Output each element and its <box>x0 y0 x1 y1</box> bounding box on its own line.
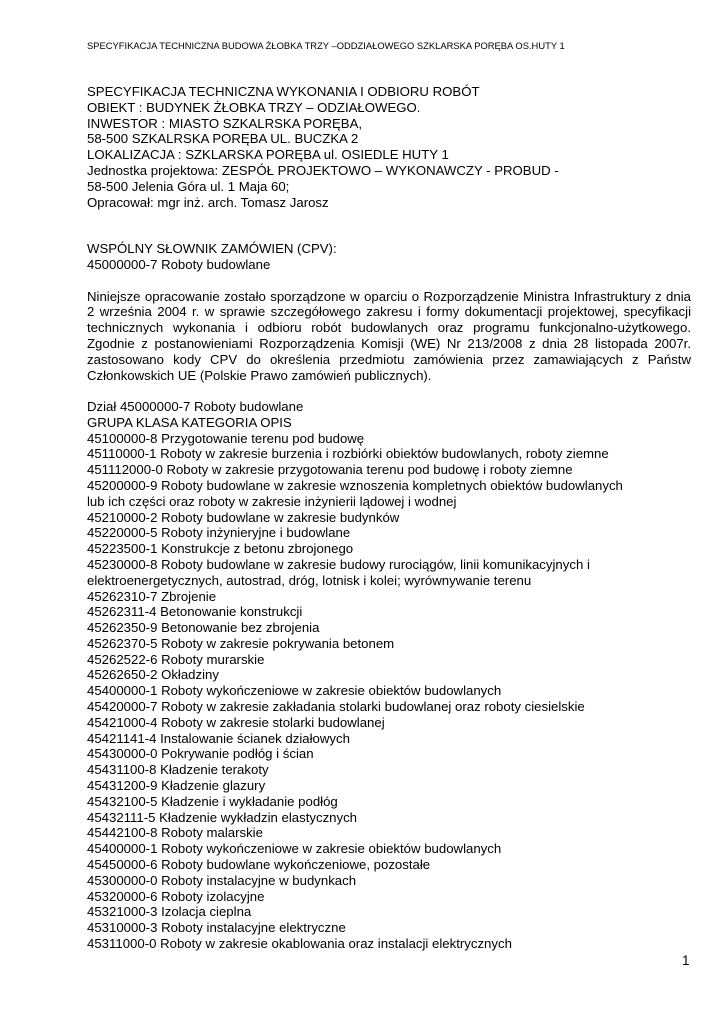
code-line: 45262311-4 Betonowanie konstrukcji <box>87 604 303 620</box>
running-header: SPECYFIKACJA TECHNICZNA BUDOWA ŻŁOBKA TRZY –ODDZIAŁOWEGO SZKLARSKA PORĘBA OS.HUTY 1 <box>87 40 565 51</box>
code-line: lub ich części oraz roboty w zakresie inżynierii lądowej i wodnej <box>87 493 457 509</box>
code-line: 45432111-5 Kładzenie wykładzin elastycznych <box>87 809 358 825</box>
codes-section-title: Dział 45000000-7 Roboty budowlane <box>87 398 304 414</box>
page-number: 1 <box>682 953 690 968</box>
investor-line: INWESTOR : MIASTO SZKALRSKA PORĘBA, <box>87 115 363 131</box>
title-line: SPECYFIKACJA TECHNICZNA WYKONANIA I ODBIORU ROBÓT <box>87 84 480 99</box>
code-line: 45311000-0 Roboty w zakresie okablowania oraz instalacji elektrycznych <box>87 936 512 952</box>
author-line: Opracował: mgr inż. arch. Tomasz Jarosz <box>87 194 329 210</box>
code-line: 45223500-1 Konstrukcje z betonu zbrojonego <box>87 541 354 557</box>
code-line: 45421141-4 Instalowanie ścianek działowych <box>87 730 350 746</box>
code-line: 45400000-1 Roboty wykończeniowe w zakresie obiektów budowlanych <box>87 841 502 857</box>
code-line: 45430000-0 Pokrywanie podłóg i ścian <box>87 746 314 762</box>
code-line: 45262370-5 Roboty w zakresie pokrywania betonem <box>87 635 395 651</box>
code-line: 45110000-1 Roboty w zakresie burzenia i rozbiórki obiektów budowlanych, roboty ziemne <box>87 446 609 462</box>
paragraph-line: Zgodnie z postanowieniami Rozporządzenia Komisji (WE) Nr 213/2008 z dnia 28 listopada 2007r. <box>87 335 691 351</box>
paragraph-line: 2 września 2004 r. w sprawie szczegółowego zakresu i formy dokumentacji projektowej, specyfikacji <box>87 304 691 320</box>
code-line: 45421000-4 Roboty w zakresie stolarki budowlanej <box>87 714 385 730</box>
code-line: 45100000-8 Przygotowanie terenu pod budowę <box>87 430 365 446</box>
design-unit-line: Jednostka projektowa: ZESPÓŁ PROJEKTOWO – WYKONAWCZY - PROBUD - <box>87 162 559 178</box>
location-line: LOKALIZACJA : SZKLARSKA PORĘBA ul. OSIEDLE HUTY 1 <box>87 147 449 163</box>
code-line: 45321000-3 Izolacja cieplna <box>87 904 252 920</box>
paragraph-line: technicznych wykonania i odbioru robót budowlanych oraz programu funkcjonalno-użytkowego. <box>87 320 691 336</box>
code-line: 45200000-9 Roboty budowlane w zakresie wznoszenia kompletnych obiektów budowlanych <box>87 477 623 493</box>
code-line: 45220000-5 Roboty inżynieryjne i budowlane <box>87 525 351 541</box>
code-line: 45432100-5 Kładzenie i wykładanie podłóg <box>87 793 338 809</box>
code-line: 45230000-8 Roboty budowlane w zakresie budowy rurociągów, linii komunikacyjnych i <box>87 556 590 572</box>
cpv-main-code: 45000000-7 Roboty budowlane <box>87 257 271 273</box>
code-line: 45442100-8 Roboty malarskie <box>87 825 263 841</box>
code-line: 45310000-3 Roboty instalacyjne elektryczne <box>87 920 346 936</box>
codes-columns-heading: GRUPA KLASA KATEGORIA OPIS <box>87 414 292 430</box>
paragraph-line: Członkowskich UE (Polskie Prawo zamówień publicznych). <box>87 367 432 383</box>
code-line: 45262310-7 Zbrojenie <box>87 588 217 604</box>
code-line: 45420000-7 Roboty w zakresie zakładania stolarki budowlanej oraz roboty ciesielskie <box>87 699 585 715</box>
title-block <box>87 84 691 210</box>
codes-list <box>87 399 691 952</box>
code-line: elektroenergetycznych, autostrad, dróg, lotnisk i kolei; wyrównywanie terenu <box>87 572 532 588</box>
code-line: 45450000-6 Roboty budowlane wykończeniowe, pozostałe <box>87 857 431 873</box>
paragraph-line: zastosowano kody CPV do określenia przedmiotu zamówienia przez zamawiających z Państw <box>87 351 691 367</box>
document-body <box>87 84 691 952</box>
cpv-heading: WSPÓLNY SŁOWNIK ZAMÓWIEN (CPV): <box>87 241 337 257</box>
code-line: 45262522-6 Roboty murarskie <box>87 651 265 667</box>
code-line: 45431200-9 Kładzenie glazury <box>87 778 266 794</box>
code-line: 45262650-2 Okładziny <box>87 667 219 683</box>
cpv-block <box>87 241 691 273</box>
object-line: OBIEKT : BUDYNEK ŻŁOBKA TRZY – ODZIAŁOWEGO. <box>87 99 421 115</box>
code-line: 45400000-1 Roboty wykończeniowe w zakresie obiektów budowlanych <box>87 683 502 699</box>
paragraph-line: Niniejsze opracowanie zostało sporządzone w oparciu o Rozporządzenie Ministra Infrastruktury z dnia <box>87 288 691 304</box>
code-line: 45300000-0 Roboty instalacyjne w budynkach <box>87 872 357 888</box>
investor-address-line: 58-500 SZKALRSKA PORĘBA UL. BUCZKA 2 <box>87 131 359 147</box>
code-line: 451112000-0 Roboty w zakresie przygotowania terenu pod budowę i roboty ziemne <box>87 462 573 478</box>
code-line: 45320000-6 Roboty izolacyjne <box>87 888 265 904</box>
code-line: 45262350-9 Betonowanie bez zbrojenia <box>87 620 320 636</box>
design-unit-address-line: 58-500 Jelenia Góra ul. 1 Maja 60; <box>87 178 290 194</box>
code-line: 45431100-8 Kładzenie terakoty <box>87 762 269 778</box>
code-line: 45210000-2 Roboty budowlane w zakresie budynków <box>87 509 400 525</box>
intro-paragraph <box>87 289 691 384</box>
